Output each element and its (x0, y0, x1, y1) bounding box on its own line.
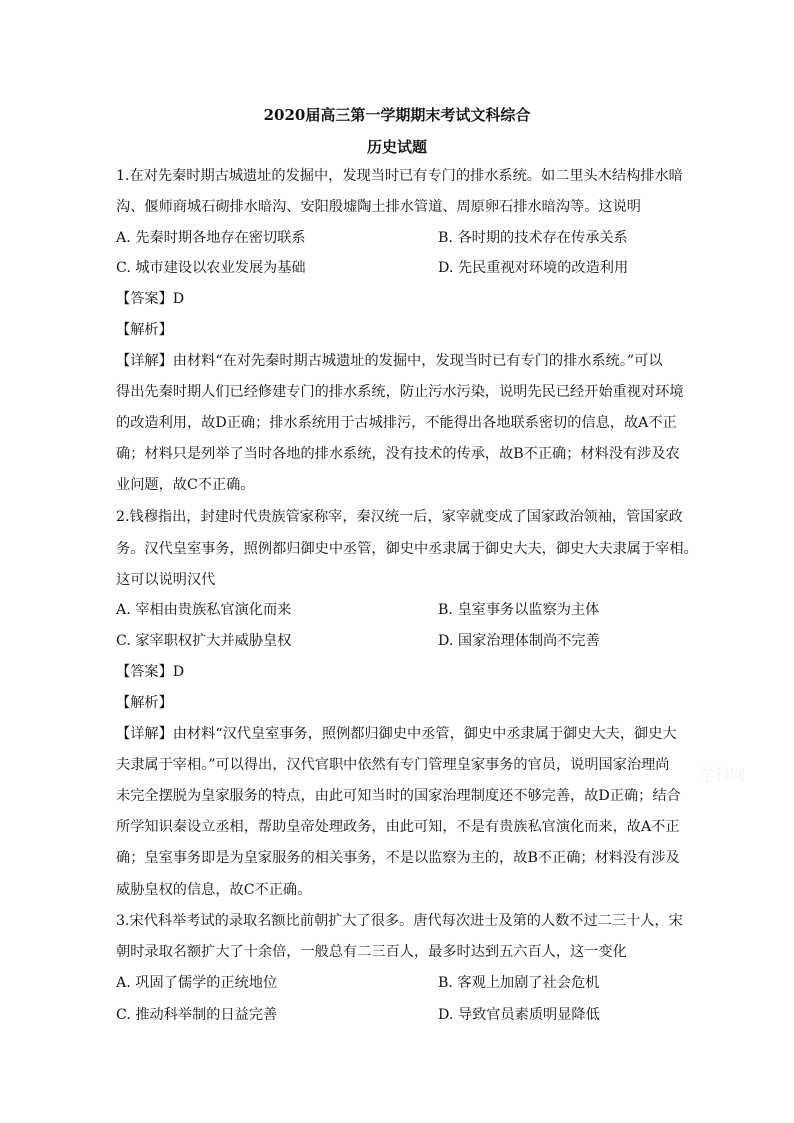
q1-option-c: C. 城市建设以农业发展为基础 (116, 260, 306, 276)
q2-stem-line-1: 2.钱穆指出，封建时代贵族管家称宰，秦汉统一后，家宰就变成了国家政治领袖，管国家政 (116, 509, 683, 525)
q1-analysis-heading: 【解析】 (116, 322, 173, 338)
q2-option-d: D. 国家治理体制尚不完善 (438, 633, 600, 649)
q3-option-b: B. 客观上加剧了社会危机 (438, 975, 600, 991)
q2-option-b: B. 皇室事务以监察为主体 (438, 602, 600, 618)
q2-stem-line-2: 务。汉代皇室事务，照例都归御史中丞管，御史中丞隶属于御史大夫，御史大夫隶属于宰相。 (116, 541, 698, 557)
q2-detail-line-3: 未完全摆脱为皇家服务的特点，由此可知当时的国家治理制度还不够完善，故D正确；结合 (116, 788, 681, 804)
q2-option-c: C. 家宰职权扩大并威胁皇权 (116, 633, 292, 649)
q3-stem-line-2: 朝时录取名额扩大了十余倍，一般总有二三百人，最多时达到五六百人，这一变化 (116, 944, 627, 960)
q1-detail-line-5: 业问题，故C不正确。 (116, 477, 255, 493)
q2-detail-line-2: 夫隶属于宰相。”可以得出，汉代官职中依然有专门管理皇家事务的官员，说明国家治理尚 (116, 757, 670, 773)
q1-option-b: B. 各时期的技术存在传承关系 (438, 230, 628, 246)
watermark: 学科网 (700, 766, 746, 784)
q2-analysis-heading: 【解析】 (116, 695, 173, 711)
q1-stem-line-1: 1.在对先秦时期古城遗址的发掘中，发现当时已有专门的排水系统。如二里头木结构排水暗 (116, 168, 683, 184)
q2-detail-line-4: 所学知识秦设立丞相，帮助皇帝处理政务，由此可知，不是有贵族私官演化而来，故A不正 (116, 819, 680, 835)
q2-option-a: A. 宰相由贵族私官演化而来 (116, 602, 292, 618)
q1-stem-line-2: 沟、偃师商城石砌排水暗沟、安阳殷墟陶土排水管道、周原卵石排水暗沟等。这说明 (116, 199, 641, 215)
q3-option-a: A. 巩固了儒学的正统地位 (116, 975, 278, 991)
q1-option-a: A. 先秦时期各地存在密切联系 (116, 230, 306, 246)
q2-detail-line-1: 【详解】由材料“汉代皇室事务，照例都归御史中丞管，御史中丞隶属于御史大夫，御史大 (116, 726, 677, 742)
q3-stem-line-1: 3.宋代科举考试的录取名额比前朝扩大了很多。唐代每次进士及第的人数不过二三十人，宋 (116, 913, 683, 929)
q2-detail-line-5: 确；皇室事务即是为皇家服务的相关事务，不是以监察为主的，故B不正确；材料没有涉及 (116, 850, 680, 866)
q1-detail-line-3: 的改造利用，故D正确；排水系统用于古城排污，不能得出各地联系密切的信息，故A不正 (116, 415, 677, 431)
q2-stem-line-3: 这可以说明汉代 (116, 572, 216, 588)
q1-answer: 【答案】D (116, 291, 185, 307)
q3-option-c: C. 推动科举制的日益完善 (116, 1007, 278, 1023)
q1-detail-line-1: 【详解】由材料“在对先秦时期古城遗址的发掘中，发现当时已有专门的排水系统。”可以 (116, 353, 663, 369)
q2-answer: 【答案】D (116, 664, 185, 680)
q3-option-d: D. 导致官员素质明显降低 (438, 1007, 600, 1023)
q1-option-d: D. 先民重视对环境的改造利用 (438, 260, 629, 276)
q2-detail-line-6: 威胁皇权的信息，故C不正确。 (116, 882, 312, 898)
q1-detail-line-2: 得出先秦时期人们已经修建专门的排水系统，防止污水污染，说明先民已经开始重视对环境 (116, 384, 684, 400)
exam-title: 2020届高三第一学期期末考试文科综合 (263, 106, 531, 124)
q1-detail-line-4: 确；材料只是列举了当时各地的排水系统，没有技术的传承，故B不正确；材料没有涉及农 (116, 446, 680, 462)
exam-subtitle: 历史试题 (366, 138, 427, 156)
